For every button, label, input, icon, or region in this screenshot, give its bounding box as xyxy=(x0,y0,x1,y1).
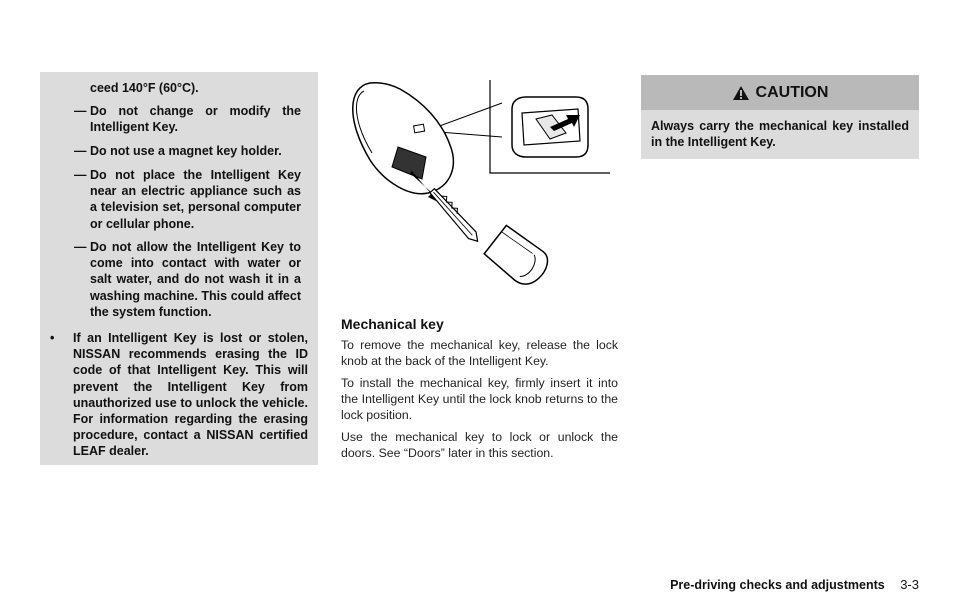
page-number: 3-3 xyxy=(900,577,919,592)
dash-item xyxy=(74,167,301,232)
dash-marker: — xyxy=(74,144,87,158)
dash-marker: — xyxy=(74,168,87,182)
section-heading: Mechanical key xyxy=(341,316,444,332)
dash-item xyxy=(74,239,301,320)
warning-triangle-icon xyxy=(732,85,750,101)
dash-item-text: Do not place the Intelligent Key near an electric appliance such as a television set, personal computer or cellular phone. xyxy=(90,168,301,231)
bullet-text: If an Intelligent Key is lost or stolen, NISSAN recommends erasing the ID code of that Intelligent Key. This will prevent the Intelligent Key from unauthorized use to unlock the vehicle. For information regarding the erasing procedure, contact a NISSAN certified LEAF dealer. xyxy=(73,331,308,459)
continued-text: ceed 140°F (60°C). xyxy=(90,81,199,95)
caution-text: Always carry the mechanical key installed in the Intelligent Key. xyxy=(651,119,909,150)
dash-item xyxy=(74,103,301,135)
footer-section-title: Pre-driving checks and adjustments xyxy=(670,578,885,592)
mechanical-key-illustration xyxy=(340,75,612,300)
body-paragraph: To install the mechanical key, firmly insert it into the Intelligent Key until the lock knob returns to the lock position. xyxy=(341,376,618,423)
dash-item-text: Do not allow the Intelligent Key to come into contact with water or salt water, and do not wash it in a washing machine. This could affect the system function. xyxy=(90,240,301,319)
caution-title: CAUTION xyxy=(755,83,829,101)
bullet-marker: • xyxy=(50,331,55,345)
dash-item-text: Do not use a magnet key holder. xyxy=(90,144,282,158)
dash-marker: — xyxy=(74,240,87,254)
lock-knob-inset xyxy=(512,97,588,157)
page-footer xyxy=(670,577,919,592)
dash-marker: — xyxy=(74,104,87,118)
body-paragraph: Use the mechanical key to lock or unlock the doors. See “Doors” later in this section. xyxy=(341,430,618,461)
dash-item xyxy=(74,143,301,159)
bullet-item xyxy=(50,330,308,460)
caution-header xyxy=(641,75,919,110)
dash-item-text: Do not change or modify the Intelligent Key. xyxy=(90,104,301,135)
body-paragraph: To remove the mechanical key, release the lock knob at the back of the Intelligent Key. xyxy=(341,338,618,369)
